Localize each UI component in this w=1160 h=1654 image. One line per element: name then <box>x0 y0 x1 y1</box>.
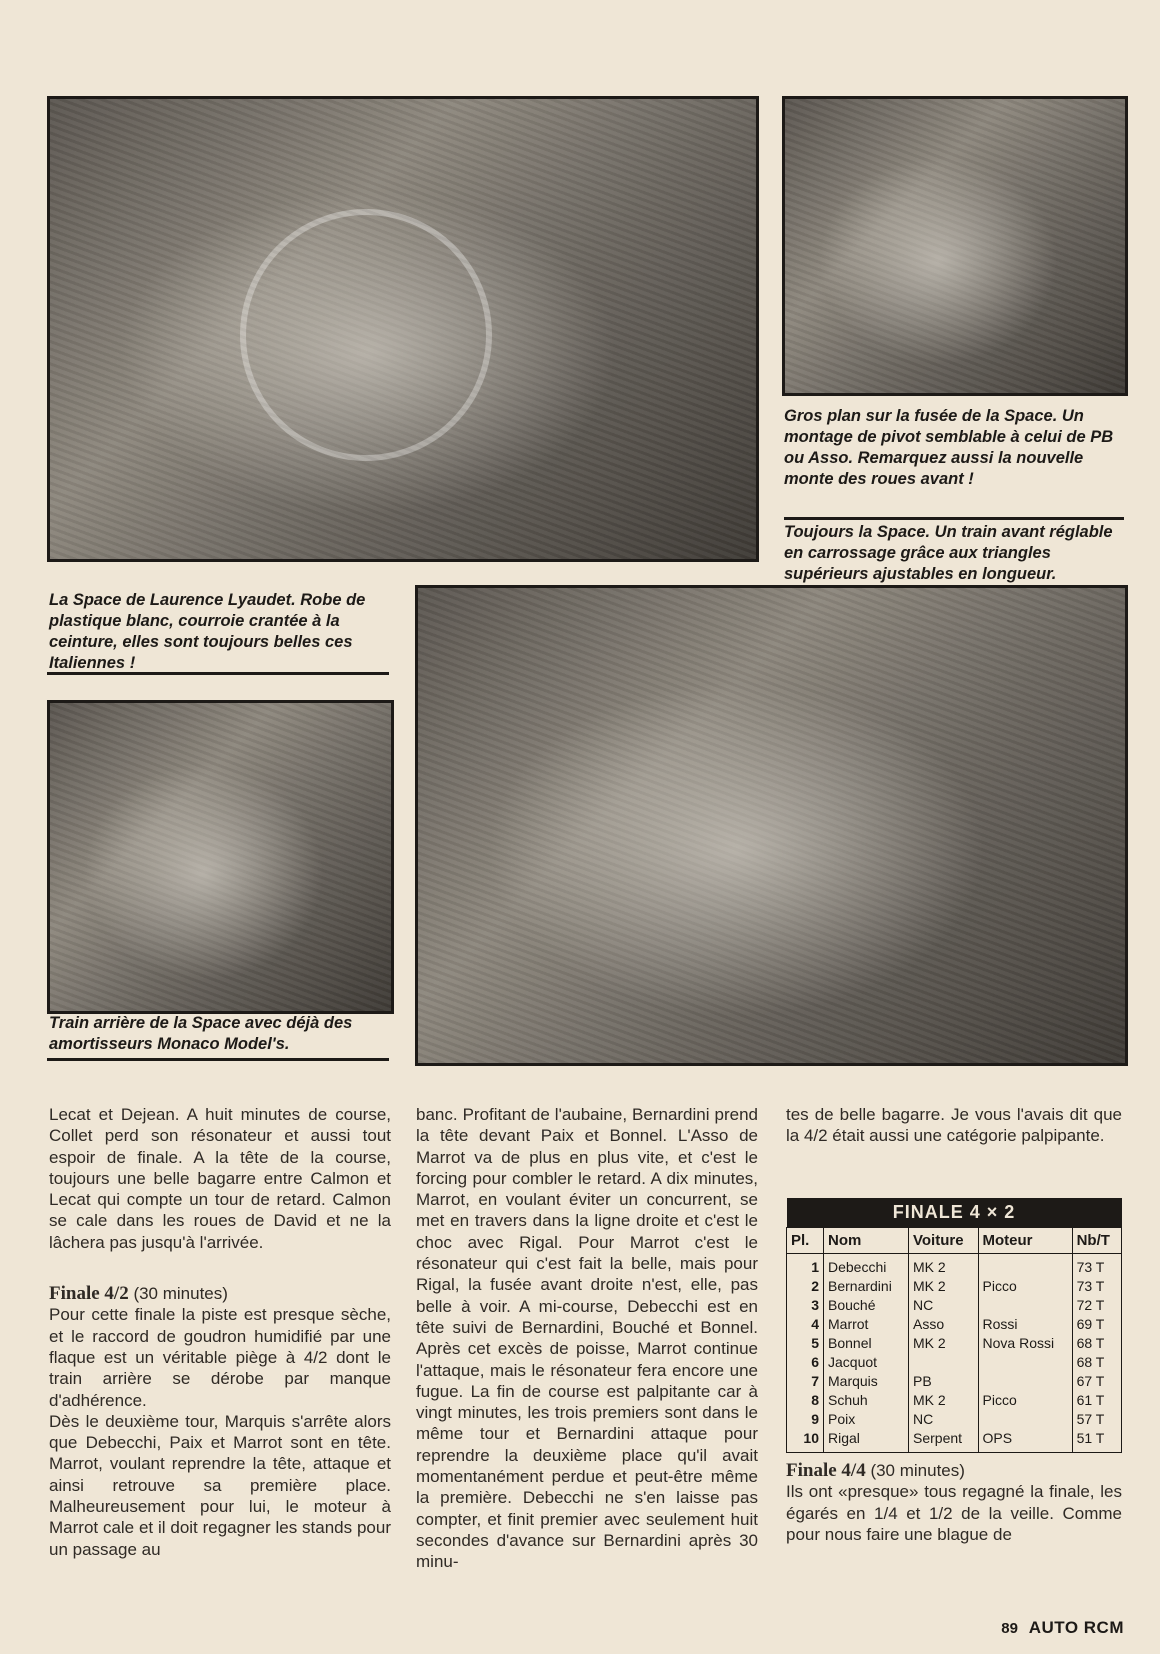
article-paragraph: banc. Profitant de l'aubaine, Bernardini prend la tête devant Paix et Bonnel. L'Asso de Marrot va de plus en plus vite, et c'est le forcing pour combler le retard. A dix minutes, Marrot, en voulant éviter un concurrent, se met en travers dans la ligne droite et c'est le choc avec Rigal. Pour Marrot c'est le résonateur qui c'est fait la belle, mais pour Rigal, la fusée avant droite n'est, elle, pas belle à voir. A mi-course, Debecchi est en tête suivi de Bernardini, Bouché et Bonnel. Après cet excès de poisse, Marrot continue l'attaque, mais le résonateur fera encore une fugue. La fin de course est palpitante car à vingt minutes, les trois premiers sont dans le même tour et Bernardini attaque pour reprendre la deuxième place qu'il avait momentanément perdue et peut-être même la première. Debecchi ne s'en laisse pas compter, et finit premier avec seulement huit secondes d'avance sur Bernardini après 30 minu- <box>416 1105 758 1572</box>
section-duration: (30 minutes) <box>133 1284 228 1304</box>
section-duration: (30 minutes) <box>870 1461 965 1480</box>
caption-rule <box>784 517 1124 520</box>
table-cell: Bernardini <box>824 1277 909 1296</box>
table-row <box>787 1296 1122 1315</box>
table-cell: NC <box>909 1296 979 1315</box>
table-cell <box>978 1353 1072 1372</box>
table-row <box>787 1254 1122 1278</box>
table-cell: 68 T <box>1072 1334 1121 1353</box>
table-row <box>787 1429 1122 1453</box>
table-cell: OPS <box>978 1429 1072 1453</box>
photo-train-arriere <box>47 700 394 1014</box>
table-cell: Picco <box>978 1391 1072 1410</box>
article-column-3-bottom <box>786 1460 1122 1545</box>
table-cell: 67 T <box>1072 1372 1121 1391</box>
section-heading <box>49 1283 391 1304</box>
table-cell: 5 <box>787 1334 824 1353</box>
table-cell: Picco <box>978 1277 1072 1296</box>
table-row <box>787 1353 1122 1372</box>
table-cell <box>978 1254 1072 1278</box>
page-number: 89 <box>1001 1620 1018 1637</box>
table-cell: 73 T <box>1072 1277 1121 1296</box>
table-cell: MK 2 <box>909 1391 979 1410</box>
column-header: Nb/T <box>1072 1228 1121 1254</box>
table-row <box>787 1372 1122 1391</box>
photo-fusee-closeup <box>782 96 1128 396</box>
caption-fusee: Gros plan sur la fusée de la Space. Un montage de pivot semblable à celui de PB ou Asso. Remarquez aussi la nouvelle monte des roues avant ! <box>784 407 1114 488</box>
results-table <box>786 1198 1122 1453</box>
article-column-3 <box>786 1104 1122 1147</box>
table-cell: 2 <box>787 1277 824 1296</box>
section-heading <box>786 1460 1122 1481</box>
table-cell: MK 2 <box>909 1334 979 1353</box>
table-cell <box>978 1296 1072 1315</box>
table-cell: 69 T <box>1072 1315 1121 1334</box>
table-cell: Rossi <box>978 1315 1072 1334</box>
table-cell: Bonnel <box>824 1334 909 1353</box>
table-cell: Marquis <box>824 1372 909 1391</box>
photo-train-avant <box>415 585 1128 1066</box>
table-cell: 7 <box>787 1372 824 1391</box>
table-cell: Bouché <box>824 1296 909 1315</box>
table-cell <box>978 1410 1072 1429</box>
article-paragraph: Pour cette finale la piste est presque sèche, et le raccord de goudron humidifié par une flaque est un véritable piège à 4/2 dont le train arrière se dérobe par manque d'adhérence. <box>49 1305 391 1410</box>
table-cell: 1 <box>787 1254 824 1278</box>
table-cell: Schuh <box>824 1391 909 1410</box>
section-title: Finale 4/2 <box>49 1283 129 1305</box>
column-header: Voiture <box>909 1228 979 1254</box>
watermark-logo <box>240 209 492 461</box>
table-cell: 68 T <box>1072 1353 1121 1372</box>
table-cell: Marrot <box>824 1315 909 1334</box>
table-cell: NC <box>909 1410 979 1429</box>
article-column-1 <box>49 1104 391 1560</box>
table-row <box>787 1410 1122 1429</box>
table-cell: 3 <box>787 1296 824 1315</box>
table-cell: Asso <box>909 1315 979 1334</box>
table-cell: 6 <box>787 1353 824 1372</box>
caption-rule <box>47 672 389 675</box>
caption-rule <box>47 1058 389 1061</box>
table-cell <box>909 1353 979 1372</box>
table-row <box>787 1315 1122 1334</box>
article-paragraph: Lecat et Dejean. A huit minutes de course, Collet perd son résonateur et aussi tout espoir de finale. A la tête de la course, toujours une belle bagarre entre Calmon et Lecat qui compte un tour de retard. Calmon se cale dans les roues de David et ne la lâchera pas jusqu'à l'arrivée. <box>49 1105 391 1252</box>
table-cell: 10 <box>787 1429 824 1453</box>
table-cell: 57 T <box>1072 1410 1121 1429</box>
caption-train-avant: Toujours la Space. Un train avant réglable en carrossage grâce aux triangles supérieurs ajustables en longueur. <box>784 523 1113 583</box>
page-footer <box>1001 1618 1124 1638</box>
table-cell: Jacquot <box>824 1353 909 1372</box>
table-cell: Rigal <box>824 1429 909 1453</box>
table-cell: 4 <box>787 1315 824 1334</box>
table-row <box>787 1334 1122 1353</box>
table-cell: 8 <box>787 1391 824 1410</box>
table-cell: Serpent <box>909 1429 979 1453</box>
table-title: FINALE 4 × 2 <box>787 1198 1122 1228</box>
table-cell: MK 2 <box>909 1277 979 1296</box>
table-cell: 9 <box>787 1410 824 1429</box>
caption-train-arriere: Train arrière de la Space avec déjà des amortisseurs Monaco Model's. <box>49 1014 353 1053</box>
column-header: Nom <box>824 1228 909 1254</box>
table-cell: 73 T <box>1072 1254 1121 1278</box>
article-paragraph: Ils ont «presque» tous regagné la finale, les égarés en 1/4 et 1/2 de la veille. Comme pour nous faire une blague de <box>786 1482 1122 1544</box>
caption-space-lyaudet: La Space de Laurence Lyaudet. Robe de plastique blanc, courroie crantée à la ceinture, elles sont toujours belles ces Italiennes ! <box>49 591 366 672</box>
photo-space-chassis <box>47 96 759 562</box>
table-row <box>787 1277 1122 1296</box>
table-cell: MK 2 <box>909 1254 979 1278</box>
column-header: Pl. <box>787 1228 824 1254</box>
table-cell <box>978 1372 1072 1391</box>
table-cell: PB <box>909 1372 979 1391</box>
results-body <box>787 1254 1122 1453</box>
table-cell: 61 T <box>1072 1391 1121 1410</box>
table-cell: Debecchi <box>824 1254 909 1278</box>
table-cell: Nova Rossi <box>978 1334 1072 1353</box>
table-cell: 72 T <box>1072 1296 1121 1315</box>
article-paragraph: Dès le deuxième tour, Marquis s'arrête alors que Debecchi, Paix et Marrot sont en tête. Marrot, voulant reprendre la tête, attaque et ainsi retrouve sa première place. Malheureusement pour lui, le moteur à Marrot cale et il doit regagner les stands pour un passage au <box>49 1411 391 1559</box>
magazine-name: AUTO RCM <box>1028 1618 1124 1637</box>
table-row <box>787 1391 1122 1410</box>
column-header: Moteur <box>978 1228 1072 1254</box>
article-paragraph: tes de belle bagarre. Je vous l'avais dit que la 4/2 était aussi une catégorie palpipante. <box>786 1105 1122 1146</box>
section-title: Finale 4/4 <box>786 1460 866 1481</box>
table-cell: Poix <box>824 1410 909 1429</box>
article-column-2 <box>416 1104 758 1573</box>
table-cell: 51 T <box>1072 1429 1121 1453</box>
